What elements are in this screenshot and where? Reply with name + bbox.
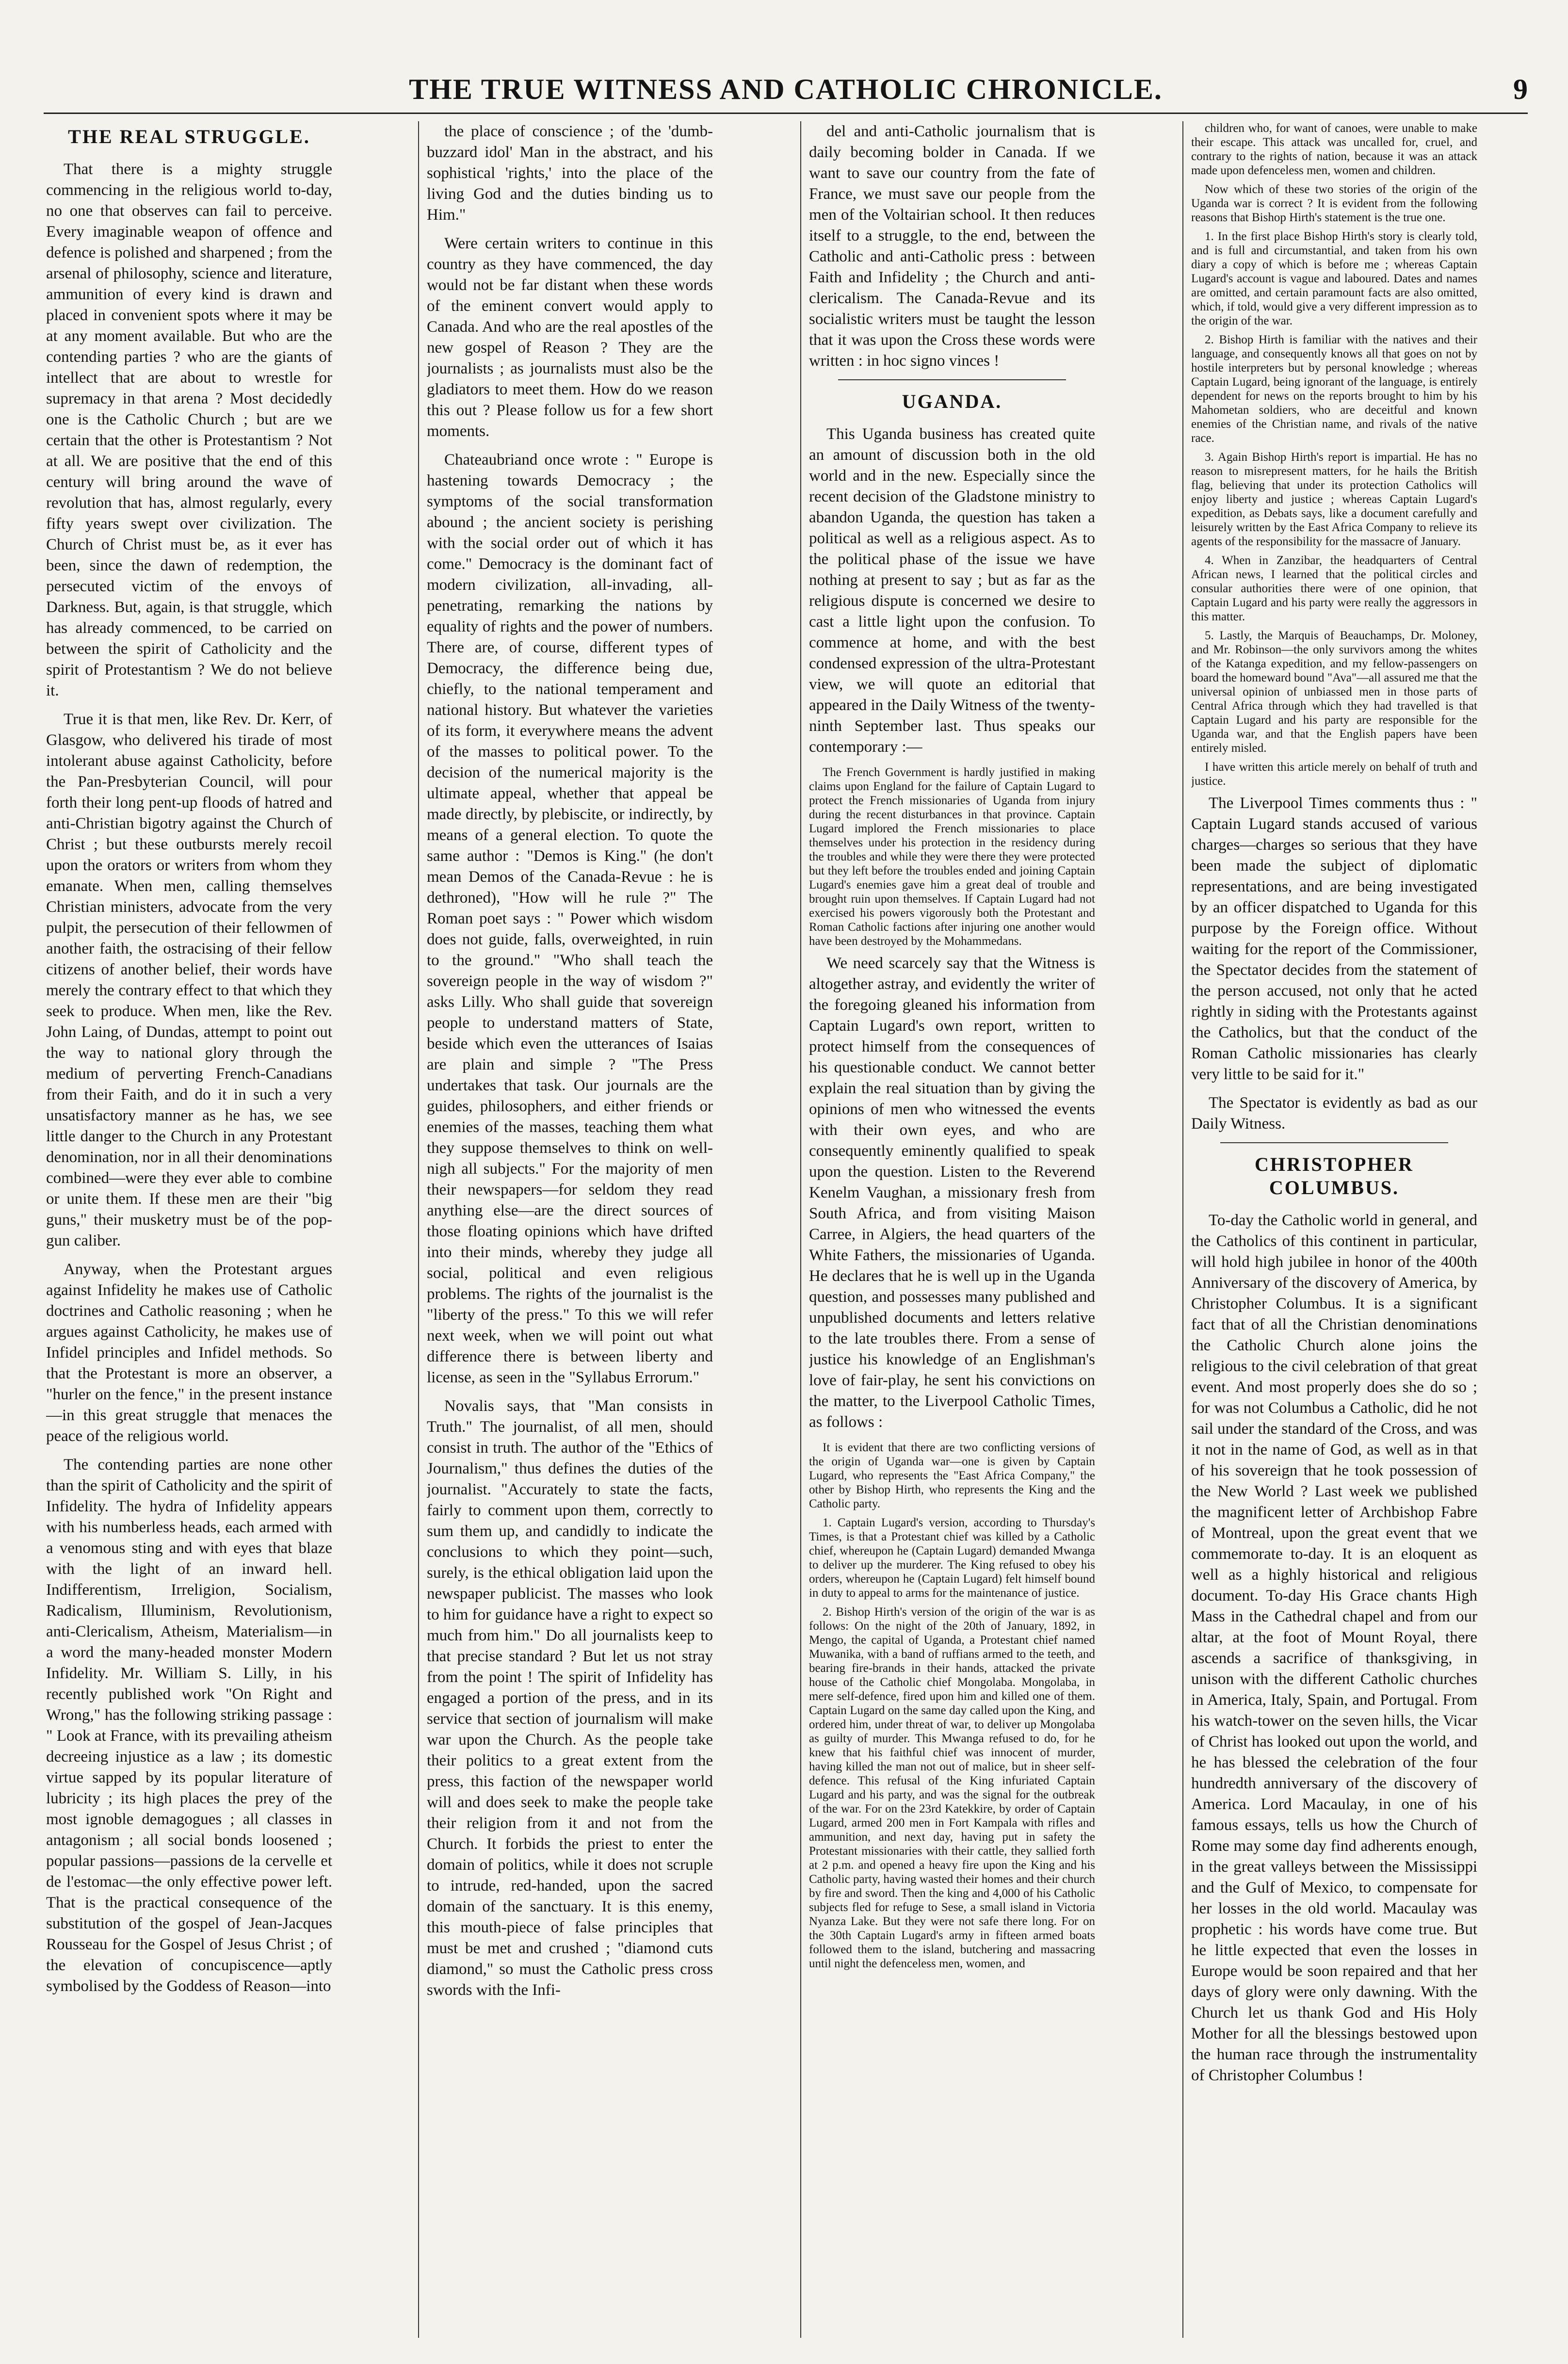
- masthead: [44, 73, 1528, 107]
- column-divider: [800, 121, 801, 2338]
- quoted-paragraph: 2. Bishop Hirth's version of the origin of the war is as follows: On the night of the 20th of January, 1892, in Mengo, the capital of Uganda, a Protestant chief named Muwanika, with a band of ruffians armed to the teeth, and bearing fire-brands in their hands, attacked the private house of the Catholic chief Mongolaba. Mongolaba, in mere self-defence, fired upon him and killed one of them. Captain Lugard on the same day called upon the King, and ordered him, under threat of war, to deliver up Mongolaba as guilty of murder. This Mwanga refused to do, for he knew that his faithful chief was innocent of murder, having killed the man not out of malice, but in sheer self-defence. This refusal of the King infuriated Captain Lugard and his party, and was the signal for the outbreak of the war. For on the 23rd Katekkire, by order of Captain Lugard, armed 200 men in Fort Kampala with rifles and ammunition, and next day, having put in safety the Protestant missionaries with their cattle, they sallied forth at 2 p.m. and opened a heavy fire upon the King and his Catholic party, having wasted their homes and their church by fire and sword. Then the king and 4,000 of his Catholic subjects fled for refuge to Sese, a small island in Victoria Nyanza Lake. But they were not safe there long. For on the 30th Captain Lugard's army in fifteen armed boats followed them to the island, butchering and massacring until night the defenceless men, women, and: [809, 1605, 1095, 1970]
- quoted-letter-continued: [1191, 121, 1477, 788]
- column-1: [46, 121, 332, 2338]
- quoted-paragraph: I have written this article merely on behalf of truth and justice.: [1191, 761, 1477, 788]
- article-paragraph: Chateaubriand once wrote : " Europe is hastening towards Democracy ; the symptoms of the social transformation abound ; the ancient society is perishing with the social order out of which it has come." Democracy is the dominant fact of modern civilization, all-invading, all-penetrating, remarking the nations by equality of rights and the power of numbers. There are, of course, different types of Democracy, the difference being due, chiefly, to the national temperament and national history. But whatever the varieties of its form, it everywhere means the advent of the masses to political power. To the decision of the numerical majority is the ultimate appeal, whether that appeal be made directly, by plebiscite, or indirectly, by means of a general election. To quote the same author : "Demos is King." (he don't mean Demos of the Canada-Revue : he is dethroned), "How will he rule ?" The Roman poet says : " Power which wisdom does not guide, falls, overweighted, in ruin to the ground." "Who shall teach the sovereign people in the way of wisdom ?" asks Lilly. Who shall guide that sovereign people to understand matters of State, beside which even the utterances of Isaias are plain and simple ? "The Press undertakes that task. Our journals are the guides, philosophers, and either friends or enemies of the masses, teaching them what they suppose themselves to think on well-nigh all subjects." For the majority of men their newspapers—for seldom they read anything else—are the direct sources of those floating opinions which have drifted into their minds, whereby they judge all social, political and even religious problems. The rights of the journalist is the "liberty of the press." To this we will refer next week, when we will point out what difference there is between liberty and license, as seen in the "Syllabus Errorum.": [427, 451, 713, 1386]
- column-4: [1191, 121, 1477, 2338]
- column-2: [427, 121, 713, 2338]
- quoted-paragraph: 1. In the first place Bishop Hirth's story is clearly told, and is full and circumstantial, and taken from his own diary a copy of which is before me ; whereas Captain Lugard's account is vague and laboured. Dates and names are omitted, and certain paramount facts are also omitted, which, if told, would give a very different impression as to the origin of the war.: [1191, 230, 1477, 327]
- article-paragraph: del and anti-Catholic journalism that is daily becoming bolder in Canada. If we want to save our country from the fate of France, we must save our people from the men of the Voltairian school. It then reduces itself to a struggle, to the end, between the Catholic and anti-Catholic press : between Faith and Infidelity ; the Church and anti-clericalism. The Canada-Revue and its socialistic writers must be taught the lesson that it was upon the Cross these words were written : in hoc signo vinces !: [809, 123, 1095, 370]
- section-rule: [838, 379, 1066, 380]
- article-paragraph: True it is that men, like Rev. Dr. Kerr, of Glasgow, who delivered his tirade of most intolerant abuse against Catholicity, before the Pan-Presbyterian Council, will pour forth their long pent-up floods of hatred and anti-Christian bigotry against the Church of Christ ; but these outbursts merely recoil upon the orators or writers from whom they emanate. When men, calling themselves Christian ministers, advocate from the very pulpit, the persecution of their fellowmen of another faith, the ostracising of their fellow citizens of another belief, their words have merely the contrary effect to that which they seek to produce. When men, like the Rev. John Laing, of Dundas, attempt to point out the way to national glory through the medium of perverting French-Canadians from their Faith, and do it in such a very unsatisfactory manner as he has, we see little danger to the Church in any Protestant denomination, nor in all their denominations combined—were they ever able to combine or unite them. If these men are their "big guns," their musketry must be of the pop-gun caliber.: [46, 711, 332, 1249]
- column-divider: [418, 121, 419, 2338]
- article-paragraph: The contending parties are none other than the spirit of Catholicity and the spirit of Infidelity. The hydra of Infidelity appears with his numberless heads, each armed with a venomous sting and with eyes that blaze with the light of an inward hell. Indifferentism, Irreligion, Socialism, Radicalism, Illuminism, Revolutionism, anti-Clericalism, Atheism, Materialism—in a word the many-headed monster Modern Infidelity. Mr. William S. Lilly, in his recently published work "On Right and Wrong," has the following striking passage : " Look at France, with its prevailing atheism decreeing injustice as a law ; its domestic virtue sapped by its popular literature of lubricity ; its high places the prey of the most ignoble demagogues ; all classes in antagonism ; all social bonds loosened ; popular passions—passions de la cervelle et de l'estomac—the only effective power left. That is the practical consequence of the substitution of the gospel of Jean-Jacques Rousseau for the Gospel of Jesus Christ ; of the elevation of concupiscence—aptly symbolised by the Goddess of Reason—into: [46, 1456, 332, 1995]
- article-paragraph: To-day the Catholic world in general, and the Catholics of this continent in particular, will hold high jubilee in honor of the 400th Anniversary of the discovery of America, by Christopher Columbus. It is a significant fact that of all the Christian denominations the Catholic Church alone joins the religious to the civil celebration of that great event. And most properly does she do so ; for was not Columbus a Catholic, did he not sail under the standard of the Cross, and was it not in the name of God, as well as in that of his sovereign that he took possession of the New World ? Last week we published the magnificent letter of Archbishop Fabre of Montreal, upon the great event that we commemorate to-day. It is an eloquent as well as a highly historical and religious document. To-day His Grace chants High Mass in the Cathedral chapel and from our altar, at the foot of Mount Royal, there ascends a sacrifice of thanksgiving, in unison with the different Catholic churches in America, Italy, Spain, and Portugal. From his watch-tower on the seven hills, the Vicar of Christ has looked out upon the world, and he has blessed the celebration of the four hundredth anniversary of the discovery of America. Lord Macaulay, in one of his famous essays, tells us how the Church of Rome may some day find adherents enough, in the great valleys between the Mississippi and the Gulf of Mexico, to compensate for her losses in the old world. Macaulay was prophetic : his words have come true. But he little expected that even the losses in Europe would be soon repaired and that her days of glory were only dawning. With the Church let us thank God and His Holy Mother for all the blessings bestowed upon the human race through the instrumentality of Christopher Columbus !: [1191, 1212, 1477, 2084]
- section-rule: [1220, 1142, 1448, 1143]
- quoted-paragraph: 5. Lastly, the Marquis of Beauchamps, Dr. Moloney, and Mr. Robinson—the only survivors among the whites of the Katanga expedition, and my fellow-passengers on board the homeward bound "Ava"—all assured me that the universal opinion of unbiassed men in those parts of Central Africa through which they had travelled is that Captain Lugard and his party are responsible for the Uganda war, and that the English papers have been entirely misled.: [1191, 629, 1477, 755]
- page-number: 9: [1513, 73, 1528, 105]
- quoted-paragraph: 2. Bishop Hirth is familiar with the natives and their language, and consequently knows all that goes on not by hostile interpreters but by personal knowledge ; whereas Captain Lugard, being ignorant of the language, is entirely dependent for news on the reports brought to him by his Mahometan soldiers, who are deceitful and known enemies of the Christian name, and rivals of the native race.: [1191, 333, 1477, 445]
- article-paragraph: the place of conscience ; of the 'dumb-buzzard idol' Man in the abstract, and his sophistical 'rights,' into the place of the living God and the duties binding us to Him.": [427, 123, 713, 224]
- article-paragraph: We need scarcely say that the Witness is altogether astray, and evidently the writer of the foregoing gleaned his information from Captain Lugard's own report, written to protect himself from the consequences of his questionable conduct. We cannot better explain the real situation than by giving the opinions of men who witnessed the events with their own eyes, and who are consequently eminently qualified to speak upon the question. Listen to the Reverend Kenelm Vaughan, a missionary fresh from South Africa, and from visiting Maison Carree, in Algiers, the head quarters of the White Fathers, the missionaries of Uganda. He declares that he is well up in the Uganda question, and possesses many published and unpublished documents and letters relative to the late troubles there. From a sense of justice his knowledge of an Englishman's love of fair-play, he sent his convictions on the matter, to the Liverpool Catholic Times, as follows :: [809, 955, 1095, 1431]
- article-heading-uganda: UGANDA.: [902, 390, 1002, 412]
- quoted-paragraph: Now which of these two stories of the origin of the Uganda war is correct ? It is evident from the following reasons that Bishop Hirth's statement is the true one.: [1191, 183, 1477, 224]
- quoted-paragraph: children who, for want of canoes, were unable to make their escape. This attack was uncalled for, cruel, and contrary to the rights of nation, because it was an attack made upon defenceless men, women and children.: [1191, 122, 1477, 177]
- quoted-editorial: [809, 765, 1095, 948]
- article-paragraph: This Uganda business has created quite an amount of discussion both in the old world and in the new. Especially since the recent decision of the Gladstone ministry to abandon Uganda, the question has taken a political as well as a religious aspect. As to the political phase of the issue we have nothing at present to say ; but as far as the religious dispute is concerned we desire to cast a little light upon the confusion. To commence at home, and with the best condensed expression of the ultra-Protestant view, we will quote an editorial that appeared in the Daily Witness of the twenty-ninth September last. Thus speaks our contemporary :—: [809, 425, 1095, 756]
- quoted-paragraph: 3. Again Bishop Hirth's report is impartial. He has no reason to misrepresent matters, for he hails the British flag, believing that under its protection Catholics will enjoy liberty and justice ; whereas Captain Lugard's expedition, as Debats says, like a document carefully and leisurely written by the East Africa Company to relieve its agents of the responsibility for the massacre of January.: [1191, 451, 1477, 548]
- quoted-paragraph: 1. Captain Lugard's version, according to Thursday's Times, is that a Protestant chief was killed by a Catholic chief, whereupon he (Captain Lugard) demanded Mwanga to deliver up the murderer. The King refused to obey his orders, whereupon he (Captain Lugard) felt himself bound in duty to appeal to arms for the maintenance of justice.: [809, 1516, 1095, 1600]
- quoted-paragraph: The French Government is hardly justified in making claims upon England for the failure of Captain Lugard to protect the French missionaries of Uganda from injury during the recent disturbances in that province. Captain Lugard implored the French missionaries to place themselves under his protection in the residency during the troubles and while they were there they were protected but they left before the troubles ended and joining Captain Lugard's enemies gave him a great deal of trouble and brought ruin upon themselves. If Captain Lugard had not exercised his powers vigorously both the Protestant and Roman Catholic factions after injuring one another would have been destroyed by the Mohammedans.: [809, 766, 1095, 948]
- article-paragraph: The Spectator is evidently as bad as our Daily Witness.: [1191, 1094, 1477, 1133]
- masthead-rule: [44, 113, 1528, 114]
- article-paragraph: Anyway, when the Protestant argues against Infidelity he makes use of Catholic doctrines and Catholic reasoning ; when he argues against Catholicity, he makes use of Infidel principles and Infidel methods. So that the Protestant is more an observer, a "hurler on the fence," in the present instance—in this great struggle that menaces the peace of the religious world.: [46, 1261, 332, 1445]
- article-paragraph: That there is a mighty struggle commencing in the religious world to-day, no one that observes can fail to perceive. Every imaginable weapon of offence and defence is polished and sharpened ; from the arsenal of philosophy, science and literature, ammunition of every kind is drawn and placed in convenient spots where it may be at any moment available. But who are the contending parties ? who are the giants of intellect that are about to wrestle for supremacy in that arena ? Most decidedly one is the Catholic Church ; but are we certain that the other is Protestantism ? Not at all. We are positive that the end of this century will bring around the wave of revolution that has, almost regularly, every fifty years swept over civilization. The Church of Christ must be, as it ever has been, since the dawn of redemption, the persecuted victim of the envoys of Darkness. But, again, is that struggle, which has already commenced, to be carried on between the spirit of Catholicity and the spirit of Protestantism ? We do not believe it.: [46, 161, 332, 699]
- quoted-paragraph: 4. When in Zanzibar, the headquarters of Central African news, I learned that the political circles and consular authorities there were of one opinion, that Captain Lugard and his party were really the aggressors in this matter.: [1191, 554, 1477, 623]
- quoted-paragraph: It is evident that there are two conflicting versions of the origin of Uganda war—one is given by Captain Lugard, who represents the "East Africa Company," the other by Bishop Hirth, who represents the King and the Catholic party.: [809, 1441, 1095, 1510]
- column-3: [809, 121, 1095, 2338]
- article-paragraph: Were certain writers to continue in this country as they have commenced, the day would not be far distant when these words of the eminent convert would apply to Canada. And who are the real apostles of the new gospel of Reason ? They are the journalists ; as journalists must also be the gladiators to meet them. How do we reason this out ? Please follow us for a few short moments.: [427, 235, 713, 440]
- article-paragraph: Novalis says, that "Man consists in Truth." The journalist, of all men, should consist in truth. The author of the "Ethics of Journalism," thus defines the duties of the journalist. "Accurately to state the facts, fairly to comment upon them, correctly to sum them up, and candidly to indicate the conclusions to which they point—such, surely, is the ethical obligation laid upon the newspaper publicist. The masses who look to him for guidance have a right to expect so much from him." Do all journalists keep to that precise standard ? But let us not stray from the point ! The spirit of Infidelity has engaged a portion of the press, and in its service that section of journalism will make war upon the Church. As the people take their politics to a great extent from the press, this faction of the newspaper world will and does seek to make the people take their religion from it and not from the Church. It forbids the priest to enter the domain of politics, while it does not scruple to intrude, red-handed, upon the sacred domain of the sanctuary. It is this enemy, this mouth-piece of false principles that must be met and crushed ; "diamond cuts diamond," so must the Catholic press cross swords with the Infi-: [427, 1397, 713, 1999]
- article-paragraph: The Liverpool Times comments thus : " Captain Lugard stands accused of various charges—charges so serious that they have been made the subject of diplomatic representations, and are being investigated by an officer dispatched to Uganda for this purpose by the Foreign office. Without waiting for the report of the Commissioner, the Spectator decides from the statement of the person accused, not only that he acted rightly in siding with the Protestants against the Catholics, but that the conduct of the Roman Catholic missionaries has clearly very little to be said for it.": [1191, 794, 1477, 1083]
- article-heading-columbus: CHRISTOPHER COLUMBUS.: [1255, 1153, 1414, 1198]
- quoted-letter: [809, 1441, 1095, 1971]
- column-divider: [1182, 121, 1183, 2338]
- article-heading-real-struggle: THE REAL STRUGGLE.: [68, 126, 310, 147]
- newspaper-title: THE TRUE WITNESS AND CATHOLIC CHRONICLE.: [409, 73, 1163, 105]
